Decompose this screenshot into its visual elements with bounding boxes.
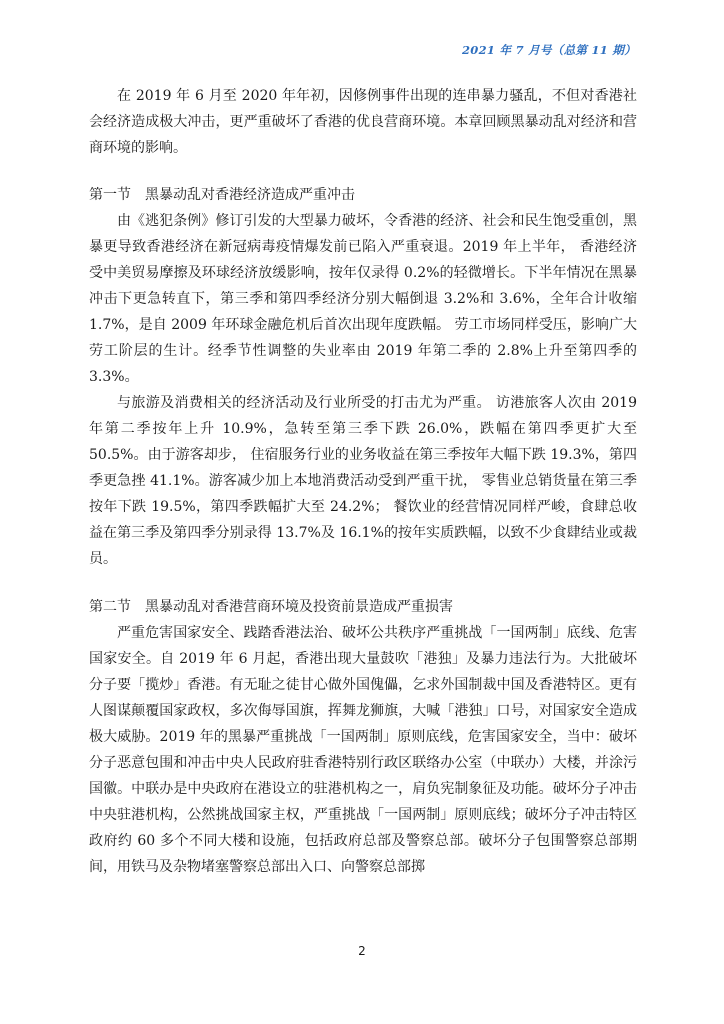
section-1-title: 第一节 黑暴动乱对香港经济造成严重冲击 bbox=[89, 187, 355, 203]
page-number: 2 bbox=[358, 944, 366, 958]
section-1-paragraph: 与旅游及消费相关的经济活动及行业所受的打击尤为严重。 访港旅客人次由 2019 年第二季按年上升 10.9%，急转至第三季下跌 26.0%，跌幅在第四季更扩大至 50.5%。由于游客却步， 住宿服务行业的业务收益在第三季按年大幅下跌 19.3%，第四季更急挫 41.1%。游客减少加上本地消费活动受到严重干扰， 零售业总销货量在第三季按年下跌 19.5%，第四季跌幅扩大至 24.2%； 餐饮业的经营情况同样严峻，食肆总收益在第三季及第四季分别录得 13.7%及 16.1%的按年实质跌幅，以致不少食肆结业或裁员。 bbox=[89, 395, 637, 567]
section-1-paragraph: 由《逃犯条例》修订引发的大型暴力破坏，令香港的经济、社会和民生饱受重创，黑暴更导致香港经济在新冠病毒疫情爆发前已陷入严重衰退。2019 年上半年， 香港经济受中美贸易摩擦及环球经济放缓影响，按年仅录得 0.2%的轻微增长。下半年情况在黑暴冲击下更急转直下，第三季和第四季经济分别大幅倒退 3.2%和 3.6%，全年合计收缩 1.7%，是自 2009 年环球金融危机后首次出现年度跌幅。 劳工市场同样受压，影响广大劳工阶层的生计。经季节性调整的失业率由 2019 年第二季的 2.8%上升至第四季的 3.3%。 bbox=[89, 213, 637, 385]
spacer bbox=[89, 161, 637, 182]
running-header: 2021 年 7 月号（总第 11 期） bbox=[461, 43, 636, 57]
section-2-title: 第二节 黑暴动乱对香港营商环境及投资前景造成严重损害 bbox=[89, 599, 453, 615]
spacer bbox=[89, 572, 637, 594]
section-2-paragraph: 严重危害国家安全、践踏香港法治、破坏公共秩序严重挑战「一国两制」底线、危害国家安全。自 2019 年 6 月起，香港出现大量鼓吹「港独」及暴力违法行为。大批破坏分子要「揽炒」香港。有无耻之徒甘心做外国傀儡，乞求外国制裁中国及香港特区。更有人图谋颠覆国家政权，多次侮辱国旗，挥舞龙狮旗，大喊「港独」口号，对国家安全造成极大威胁。2019 年的黑暴严重挑战「一国两制」原则底线，危害国家安全，当中：破坏分子恶意包围和冲击中央人民政府驻香港特别行政区联络办公室（中联办）大楼，并涂污国徽。中联办是中央政府在港设立的驻港机构之一，肩负宪制象征及功能。破坏分子冲击中央驻港机构，公然挑战国家主权，严重挑战「一国两制」原则底线；破坏分子冲击特区政府约 60 多个不同大楼和设施，包括政府总部及警察总部。破坏分子包围警察总部期间，用铁马及杂物堵塞警察总部出入口、向警察总部掷 bbox=[89, 625, 637, 875]
body-content bbox=[89, 83, 637, 880]
intro-paragraph: 在 2019 年 6 月至 2020 年年初，因修例事件出现的连串暴力骚乱，不但对香港社会经济造成极大冲击，更严重破坏了香港的优良营商环境。本章回顾黑暴动乱对经济和营商环境的影响。 bbox=[89, 88, 637, 156]
